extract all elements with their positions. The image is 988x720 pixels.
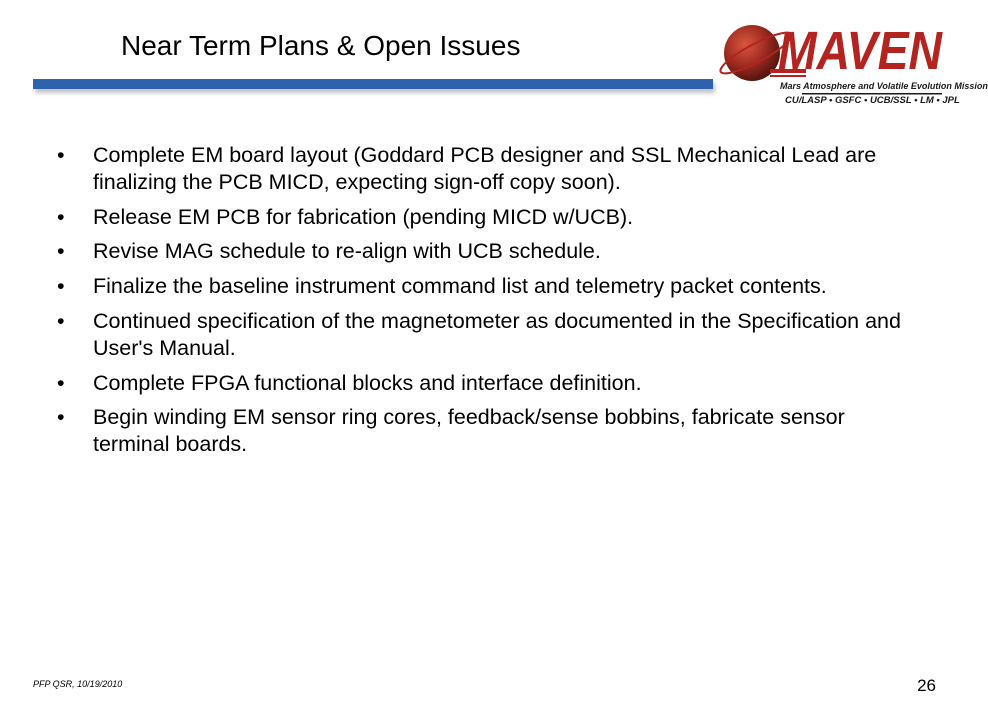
bullet-item xyxy=(57,204,907,231)
bullet-item xyxy=(57,370,907,397)
title-underline-bar xyxy=(33,79,713,89)
logo-partners: CU/LASP • GSFC • UCB/SSL • LM • JPL xyxy=(785,95,960,106)
bullet-text: Continued specification of the magnetometer as documented in the Specification and User's Manual. xyxy=(93,308,901,360)
bullet-marker: • xyxy=(57,239,65,264)
bullet-marker: • xyxy=(57,204,65,229)
bullet-text: Complete EM board layout (Goddard PCB designer and SSL Mechanical Lead are finalizing the PCB MICD, expecting sign-off copy soon). xyxy=(93,143,877,194)
bullet-text: Complete FPGA functional blocks and interface definition. xyxy=(93,370,642,395)
logo-subtitle: Mars Atmosphere and Volatile Evolution Mission xyxy=(780,81,988,91)
slide-title: Near Term Plans & Open Issues xyxy=(121,30,521,61)
bullet-marker: • xyxy=(57,143,65,167)
bullet-list xyxy=(57,142,907,466)
bullet-text: Release EM PCB for fabrication (pending MICD w/UCB). xyxy=(93,204,634,229)
bullet-marker: • xyxy=(57,405,65,430)
maven-wordmark: MAVEN xyxy=(778,21,943,81)
maven-logo xyxy=(722,9,988,115)
bullet-text: Finalize the baseline instrument command list and telemetry packet contents. xyxy=(93,274,827,299)
footer-text: PFP QSR, 10/19/2010 xyxy=(33,679,123,689)
bullet-item xyxy=(57,404,907,458)
bullet-marker: • xyxy=(57,308,65,333)
page-number: 26 xyxy=(917,676,936,695)
bullet-item xyxy=(57,142,907,196)
bullet-item xyxy=(57,273,907,300)
bullet-text: Begin winding EM sensor ring cores, feedback/sense bobbins, fabricate sensor terminal boards. xyxy=(93,405,845,457)
bullet-item xyxy=(57,238,907,265)
bullet-item xyxy=(57,308,907,362)
bullet-marker: • xyxy=(57,370,65,395)
bullet-marker: • xyxy=(57,274,65,299)
bullet-text: Revise MAG schedule to re-align with UCB schedule. xyxy=(93,239,601,264)
